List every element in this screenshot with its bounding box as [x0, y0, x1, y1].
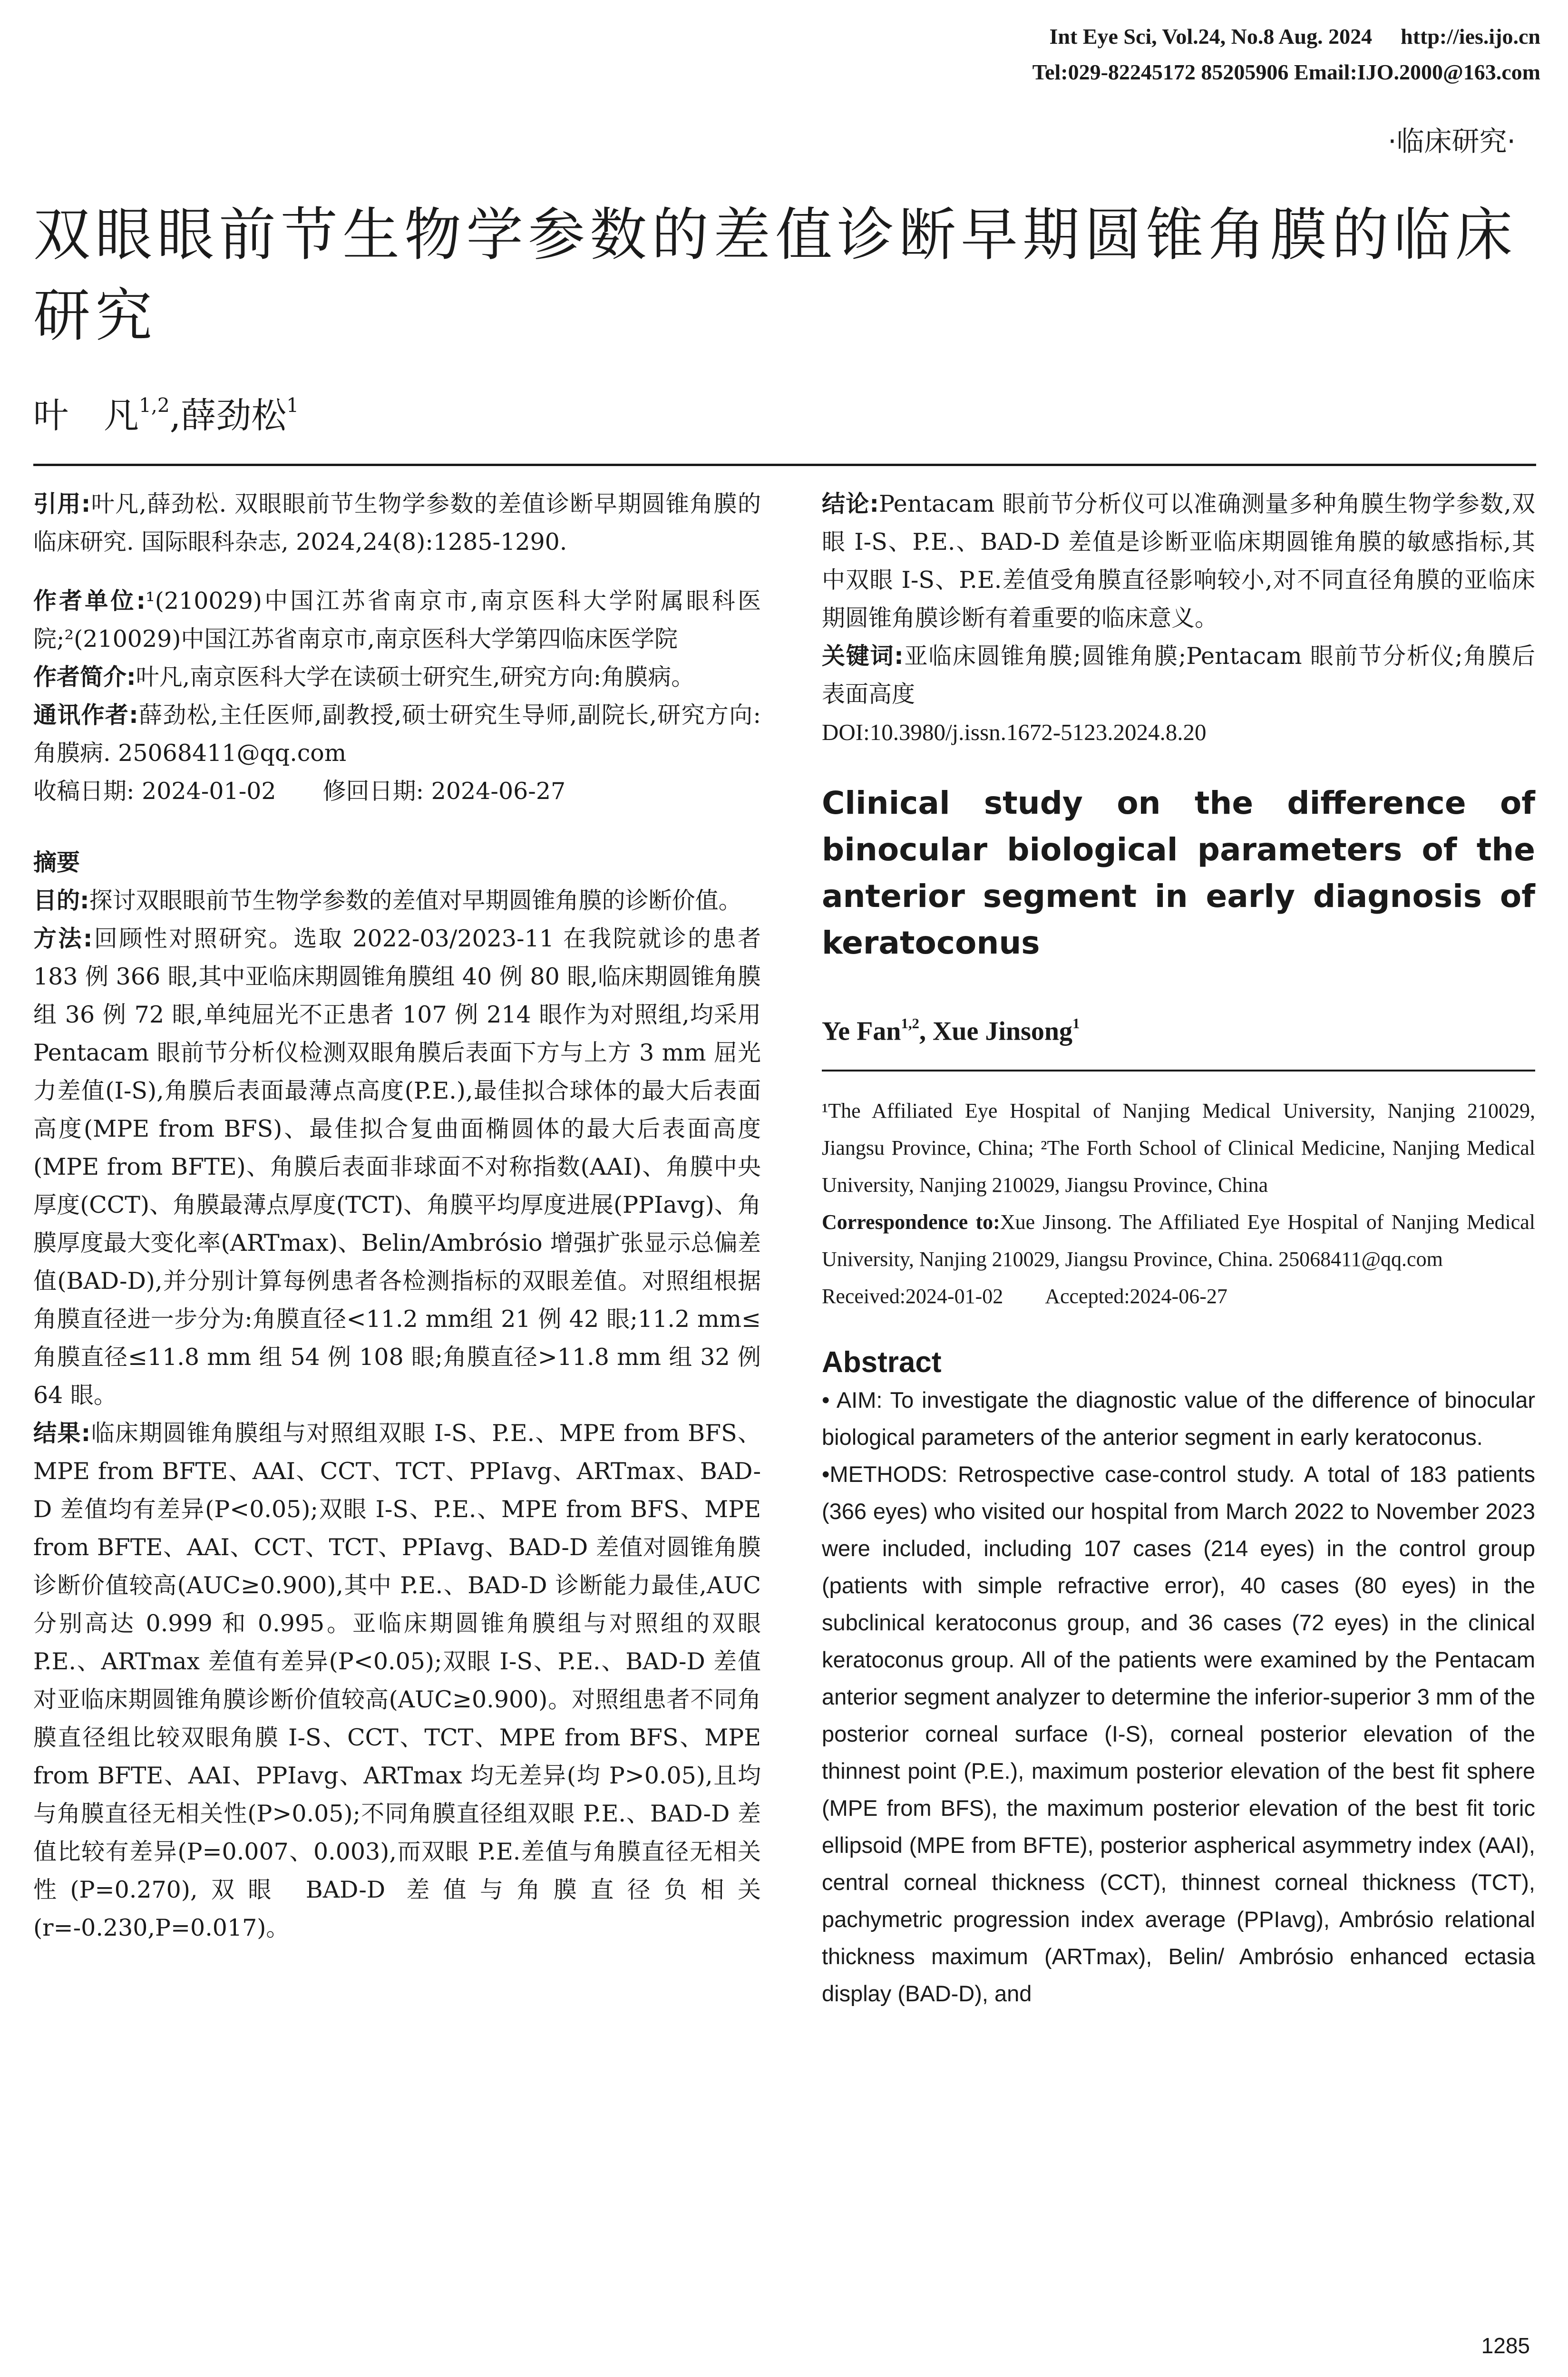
affiliation-text: ¹(210029)中国江苏省南京市,南京医科大学附属眼科医院;²(210029)中国江苏省南京市,南京医科大学第四临床医学院 — [33, 587, 761, 653]
english-correspondence — [822, 1204, 1535, 1278]
results-label: 结果: — [33, 1420, 91, 1447]
conclusion-text: Pentacam 眼前节分析仪可以准确测量多种角膜生物学参数,双眼 I-S、P.E.、BAD-D 差值是诊断亚临床期圆锥角膜的敏感指标,其中双眼 I-S、P.E.差值受角膜直径影响较小,对不同直径角膜的亚临床期圆锥角膜诊断有着重要的临床意义。 — [822, 490, 1535, 632]
page-title: 双眼眼前节生物学参数的差值诊断早期圆锥角膜的临床研究 — [33, 202, 1517, 349]
authors-en — [822, 1004, 1535, 1051]
author-name: 薛劲松 — [181, 395, 287, 436]
page-number: 1285 — [1481, 2333, 1530, 2358]
author-bio-label: 作者简介: — [33, 663, 136, 691]
right-column — [822, 485, 1535, 2012]
conclusion-block — [822, 485, 1535, 637]
doi-line: DOI:10.3980/j.issn.1672-5123.2024.8.20 — [822, 719, 1207, 745]
methods-block — [33, 920, 761, 1414]
english-aim-block — [822, 1382, 1535, 1456]
author-separator-en: , — [919, 1016, 933, 1046]
citation-block — [33, 485, 761, 561]
citation-text: 叶凡,薛劲松. 双眼眼前节生物学参数的差值诊断早期圆锥角膜的临床研究. 国际眼科杂志, 2024,24(8):1285-1290. — [33, 490, 761, 555]
author-bio-block — [33, 658, 761, 696]
author-name: 叶 凡 — [33, 395, 139, 436]
results-text: 临床期圆锥角膜组与对照组双眼 I-S、P.E.、MPE from BFS、MPE from BFTE、AAI、CCT、TCT、PPIavg、ARTmax、BAD-D 差值均有差异(P<0.05);双眼 I-S、P.E.、MPE from BFS、MPE from BFTE、AAI、CCT、TCT、PPIavg、BAD-D 差值对圆锥角膜诊断价值较高(AUC≥0.900),其中 P.E.、BAD-D 诊断能力最佳,AUC 分别高达 0.999 和 0.995。亚临床期圆锥角膜组与对照组的双眼 P.E.、ARTmax 差值有差异(P<0.05);双眼 I-S、P.E.、BAD-D 差值对亚临床期圆锥角膜诊断价值较高(AUC≥0.900)。对照组患者不同角膜直径组比较双眼角膜 I-S、CCT、TCT、MPE from BFS、MPE from BFTE、AAI、PPIavg、ARTmax 均无差异(均 P>0.05),且均与角膜直径无相关性(P>0.05);不同角膜直径组双眼 P.E.、BAD-D 差值比较有差异(P=0.007、0.003),而双眼 P.E.差值与角膜直径无相关性(P=0.270),双眼 BAD-D 差值与角膜直径负相关(r=-0.230,P=0.017)。 — [33, 1420, 761, 1941]
correspondence-block — [33, 696, 761, 772]
aim-label: 目的: — [33, 887, 89, 914]
keywords-label: 关键词: — [822, 643, 904, 670]
journal-citation: Int Eye Sci, Vol.24, No.8 Aug. 2024 — [1049, 24, 1373, 49]
keywords-text: 亚临床圆锥角膜;圆锥角膜;Pentacam 眼前节分析仪;角膜后表面高度 — [822, 643, 1535, 708]
english-methods-text: Retrospective case-control study. A total of 183 patients (366 eyes) who visited our hospital from March 2022 to November 2023 were included, including 107 cases (214 eyes) in the control group (patients with simple refractive error), 40 cases (80 eyes) in the subclinical keratoconus group, and 36 cases (72 eyes) in the clinical keratoconus group. All of the patients were examined by the Pentacam anterior segment analyzer to determine the inferior-superior 3 mm of the posterior corneal surface (I-S), corneal posterior elevation of the thinnest point (P.E.), maximum posterior elevation of the best fit sphere (MPE from BFS), the maximum posterior elevation of the best fit toric ellipsoid (MPE from BFTE), posterior aspherical asymmetry index (AAI), central corneal thickness (CCT), thinnest corneal thickness (TCT), pachymetric progression index average (PPIavg), Ambrósio relational thickness maximum (ARTmax), Belin/ Ambrósio enhanced ectasia display (BAD-D), and — [822, 1461, 1535, 2006]
english-correspondence-label: Correspondence to: — [822, 1210, 1000, 1234]
author-bio-text: 叶凡,南京医科大学在读硕士研究生,研究方向:角膜病。 — [136, 663, 695, 691]
journal-url: http://ies.ijo.cn — [1401, 24, 1540, 49]
title-divider — [33, 464, 1536, 466]
affiliation-block — [33, 582, 761, 658]
methods-label: 方法: — [33, 925, 93, 952]
journal-header — [1049, 24, 1540, 49]
citation-label: 引用: — [33, 490, 91, 517]
english-title: Clinical study on the difference of binocular biological parameters of the anterior segment in early diagnosis of keratoconus — [822, 785, 1535, 961]
authors-cn — [33, 388, 299, 438]
conclusion-label: 结论: — [822, 490, 879, 517]
dates-line: 收稿日期: 2024-01-02 修回日期: 2024-06-27 — [33, 778, 566, 805]
aim-block — [33, 882, 761, 920]
english-aim-label: • AIM: — [822, 1387, 883, 1413]
affiliation-label: 作者单位: — [33, 587, 146, 614]
correspondence-label: 通讯作者: — [33, 701, 138, 729]
author-affil-mark-en: 1,2 — [901, 1015, 919, 1032]
english-authors-divider — [822, 1070, 1535, 1072]
author-affil-mark: 1,2 — [139, 394, 170, 417]
english-correspondence-text: Xue Jinsong. The Affiliated Eye Hospital of Nanjing Medical University, Nanjing 210029, Jiangsu Province, China. 25068411@qq.com — [822, 1210, 1535, 1271]
left-column — [33, 485, 761, 1947]
results-block — [33, 1414, 761, 1947]
abstract-heading-cn: 摘要 — [33, 849, 80, 876]
section-label: ·临床研究· — [1388, 125, 1516, 157]
english-affiliation: ¹The Affiliated Eye Hospital of Nanjing Medical University, Nanjing 210029, Jiangsu Province, China; ²The Forth School of Clinical Medicine, Nanjing Medical University, Nanjing 210029, Jiangsu Province, China — [822, 1099, 1535, 1197]
author-name-en: Ye Fan — [822, 1016, 901, 1046]
author-affil-mark: 1 — [286, 394, 299, 417]
keywords-block — [822, 637, 1535, 713]
author-affil-mark-en: 1 — [1072, 1015, 1080, 1032]
english-methods-label: •METHODS: — [822, 1461, 948, 1487]
english-aim-text: To investigate the diagnostic value of the difference of binocular biological parameters of the anterior segment in early keratoconus. — [822, 1387, 1535, 1450]
aim-text: 探讨双眼眼前节生物学参数的差值对早期圆锥角膜的诊断价值。 — [89, 887, 742, 914]
abstract-heading-en: Abstract — [822, 1345, 942, 1379]
methods-text: 回顾性对照研究。选取 2022-03/2023-11 在我院就诊的患者 183 例 366 眼,其中亚临床期圆锥角膜组 40 例 80 眼,临床期圆锥角膜组 36 例 72 眼,单纯屈光不正患者 107 例 214 眼作为对照组,均采用 Pentacam 眼前节分析仪检测双眼角膜后表面下方与上方 3 mm 屈光力差值(I-S),角膜后表面最薄点高度(P.E.),最佳拟合球体的最大后表面高度(MPE from BFS)、最佳拟合复曲面椭圆体的最大后表面高度(MPE from BFTE)、角膜后表面非球面不对称指数(AAI)、角膜中央厚度(CCT)、角膜最薄点厚度(TCT)、角膜平均厚度进展(PPIavg)、角膜厚度最大变化率(ARTmax)、Belin/Ambrósio 增强扩张显示总偏差值(BAD-D),并分别计算每例患者各检测指标的双眼差值。对照组根据角膜直径进一步分为:角膜直径<11.2 mm组 21 例 42 眼;11.2 mm≤角膜直径≤11.8 mm 组 54 例 108 眼;角膜直径>11.8 mm 组 32 例 64 眼。 — [33, 925, 761, 1409]
author-separator: , — [169, 395, 181, 436]
correspondence-text: 薛劲松,主任医师,副教授,硕士研究生导师,副院长,研究方向:角膜病. 25068411@qq.com — [33, 701, 761, 767]
journal-contact: Tel:029-82245172 85205906 Email:IJO.2000@163.com — [1032, 60, 1540, 84]
english-methods-block — [822, 1456, 1535, 2012]
author-name-en: Xue Jinsong — [932, 1016, 1073, 1046]
english-dates: Received:2024-01-02 Accepted:2024-06-27 — [822, 1284, 1227, 1308]
